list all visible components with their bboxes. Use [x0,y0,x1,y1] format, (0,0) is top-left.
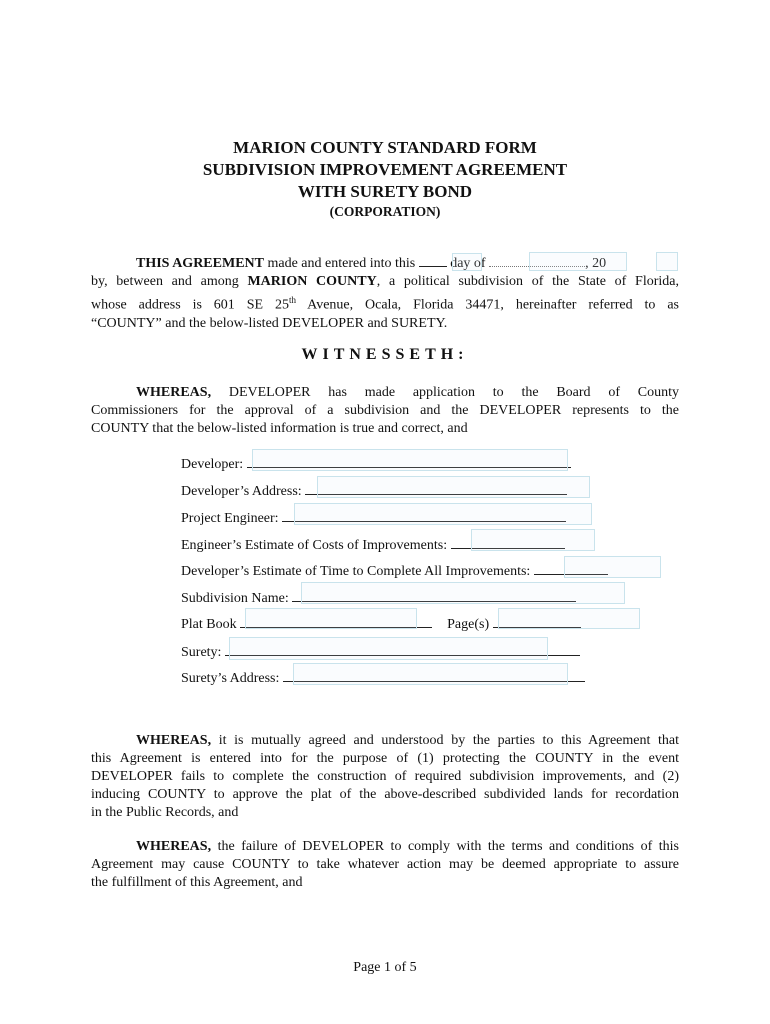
whereas3-line2: Agreement may cause COUNTY to take whatever action may be deemed appropriate to assure [91,857,679,872]
subdivision-name-input[interactable] [301,582,625,604]
intro-line2-a: by, between and among [91,274,248,289]
day-blank [419,254,447,267]
surety-label: Surety: [181,645,222,660]
surety-address-input[interactable] [293,663,568,685]
whereas3-line1: the failure of DEVELOPER to comply with the terms and conditions of this [211,839,679,854]
intro-line2-b: , a political subdivision of the State of Florida, [376,274,679,289]
developer-input[interactable] [252,449,568,471]
page-footer: Page 1 of 5 [353,960,417,975]
whereas-paragraph-1 [91,384,679,438]
surety-input[interactable] [229,637,548,660]
whereas2-line4: inducing COUNTY to approve the plat of the above-described subdivided lands for recordation [91,787,679,802]
whereas-paragraph-2 [91,732,679,822]
whereas1-bold: WHEREAS, [136,385,212,400]
title-line-3: WITH SURETY BOND [297,182,473,201]
plat-book-label: Plat Book [181,617,237,632]
engineer-estimate-label: Engineer’s Estimate of Costs of Improvements: [181,538,448,553]
witnesseth-heading: WITNESSETH: [301,346,469,363]
surety-address-label: Surety’s Address: [181,671,280,686]
whereas3-bold: WHEREAS, [136,839,212,854]
subdivision-name-label: Subdivision Name: [181,591,289,606]
whereas2-bold: WHEREAS, [136,733,212,748]
plat-book-input[interactable] [245,608,417,629]
pages-label: Page(s) [447,617,490,632]
month-input[interactable] [529,252,627,271]
developer-time-input[interactable] [564,556,661,578]
developer-time-row [181,562,608,580]
year-input[interactable] [656,252,678,271]
whereas3-line3: the fulfillment of this Agreement, and [91,875,303,890]
intro-lead-bold: THIS AGREEMENT [136,256,264,271]
intro-text-1: made and entered into this [263,256,419,271]
title-line-2: SUBDIVISION IMPROVEMENT AGREEMENT [202,160,568,179]
developer-address-input[interactable] [317,476,590,498]
day-input[interactable] [452,253,482,271]
developer-address-label: Developer’s Address: [181,484,302,499]
intro-line3-a: whose address is 601 SE 25 [91,297,289,313]
whereas1-line3: COUNTY that the below-listed information is true and correct, and [91,421,468,436]
whereas2-line5: in the Public Records, and [91,805,239,820]
intro-line3-sup: th [288,295,296,305]
project-engineer-input[interactable] [294,503,592,525]
whereas1-line1: DEVELOPER has made application to the Board of County [211,385,679,400]
year-prefix: , 20 [585,256,607,271]
whereas1-line2: Commissioners for the approval of a subdivision and the DEVELOPER represents to the [91,403,679,418]
developer-time-label: Developer’s Estimate of Time to Complete All Improvements: [181,564,531,579]
engineer-estimate-input[interactable] [471,529,595,551]
developer-label: Developer: [181,457,244,472]
pages-input[interactable] [498,608,640,629]
whereas2-line3: DEVELOPER fails to complete the construction of required subdivision improvements, and (2) [91,769,679,784]
whereas2-line2: this Agreement is entered into for the purpose of (1) protecting the COUNTY in the event [91,751,679,766]
title-line-4: (CORPORATION) [329,204,441,219]
intro-line3-b: Avenue, Ocala, Florida 34471, hereinafter referred to as [295,297,679,313]
intro-line4: “COUNTY” and the below-listed DEVELOPER and SURETY. [91,315,448,331]
county-bold: MARION COUNTY [247,274,377,289]
whereas-paragraph-3 [91,838,679,892]
title-line-1: MARION COUNTY STANDARD FORM [233,138,537,157]
whereas2-line1: it is mutually agreed and understood by the parties to this Agreement that [211,733,679,748]
project-engineer-label: Project Engineer: [181,511,279,526]
intro-text-2: day of [446,256,490,271]
